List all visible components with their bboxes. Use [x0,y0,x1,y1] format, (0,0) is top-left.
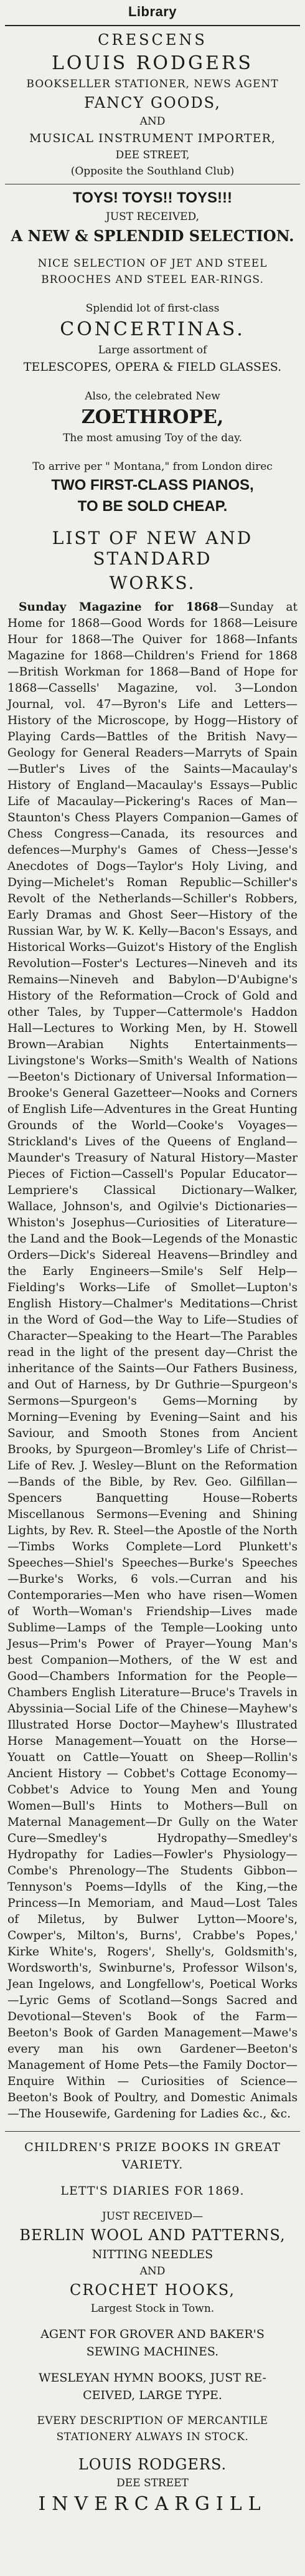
trade-line: BOOKSELLER STATIONER, NEWS AGENT [26,78,279,90]
hooks-heading: CROCHET HOOKS, [70,2281,235,2299]
needles-heading: NITTING NEEDLES [92,2248,214,2261]
diaries-heading: LETT'S DIARIES FOR 1869. [60,2184,245,2198]
pianos-block [0,460,305,515]
works-list-body: —Sunday at Home for 1868—Good Words for 1868—Leisure Hour for 1868—The Quiver for 1868—Infants Magazine for 1868—Children's Friend for 1868—British Workman for 1868—Band of Hope for 1868—Cassells' Magazine, vol. 3—London Journal, vol. 47—Byron's Life and Letters—History of the Microscope, by Hogg—History of Playing Cards—Battles of the British Navy—Geology for General Readers—Marryts of Spain—Butler's Lives of the Saints—Macaulay's History of England—Macaulay's Essays—Public Life of Macaulay—Pickering's Races of Man—Staunton's Chess Players Companion—Games of Chess Congress—Canada, its resources and defences—Murphy's Games of Chess—Jesse's Anecdotes of Dogs—Taylor's Holy Living, and Dying—Michelet's Roman Republic—Schiller's Revolt of the Netherlands—Schiller's Robbers, Early Dramas and Ghost Seer—History of the Russian War, by W. K. Kelly—Bacon's Essays, and Historical Works—Guizot's History of the English Revolution—Foster's Lectures—Nineveh and its Remains—Nineveh and Babylon—D'Aubigne's History of the Reformation—Crock of Gold and other Tales, by Tupper—Cattermole's Haddon Hall—Lectures to Working Men, by H. Stowell Brown—Arabian Nights Entertainments—Livingstone's Works—Smith's Wealth of Nations—Beeton's Dictionary of Universal Information—Brooke's General Gazetteer—Nooks and Corners of English Life—Adventures in the Great Hunting Grounds of the World—Cooke's Voyages—Strickland's Lives of the Queens of England—Maunder's Treasury of Natural History—Master Pieces of Fiction—Cassell's Popular Educator—Lempriere's Classical Dictionary—Walker, Wallace, Johnson's, and Ogilvie's Dictionaries—Whiston's Josephus—Curiosities of Literature—the Land and the Book—Legends of the Monastic Orders—Dick's Sidereal Heavens—Brindley and the Early Engineers—Smile's Self Help—Fielding's Works—Life of Smollet—Lupton's English History—Chalmer's Meditations—Christ in the Word of God—the Way to Life—Studies of Character—Speaking to the Heart—The Parables read in the light of the present day—Christ the inheritance of the Saints—Our Fathers Business, and Out of Harness, by Dr Guthrie—Spurgeon's Sermons—Spurgeon's Gems—Morning by Morning—Evening by Evening—Saint and his Saviour, and Smooth Stones from Ancient Brooks, by Spurgeon—Bromley's Life of Christ—Life of Rev. J. Wesley—Blunt on the Reformation—Bands of the Bible, by Rev. Geo. Gilfillan—Spencers Banquetting House—Roberts Miscellanous Sermons—Evening and Shining Lights, by Rev. R. Steel—the Apostle of the North—Timbs Works Complete—Lord Plunkett's Speeches—Shiel's Speeches—Burke's Speeches—Burke's Works, 6 vols.—Curran and his Contemporaries—Men who have risen—Women of Worth—Woman's Friendship—Lives made Sublime—Lamps of the Temple—Looking unto Jesus—Prim's Power of Prayer—Young Man's best Companion—Mothers, of the W est and Good—Chambers Information for the People—Chambers English Literature—Bruce's Travels in Abyssinia—Social Life of the Chinese—Mayhew's Illustrated Horse Doctor—Mayhew's Illustrated Horse Management—Youatt on the Horse—Youatt on Cattle—Youatt on Sheep—Rollin's Ancient History — Cobbet's Cottage Economy—Cobbet's Advice to Young Men and Young Women—Bull's Hints to Mothers—Bull on Maternal Management—Dr Gully on the Water Cure—Smedley's Hydropathy—Smedley's Hydropathy for Ladies—Fowler's Physiology—Combe's Phrenology—The Students Gibbon—Tennyson's Poems—Idylls of the King,—the Princess—In Memoriam, and Maud—Lost Tales of Miletus, by Bulwer Lytton—Moore's, Cowper's, Milton's, Burns', Crabbe's Popes,' Kirke White's, Rogers', Shelly's, Goldsmith's, Wordsworth's, Swinburne's, Professor Wilson's, Jean Ingelows, and Longfellow's, Poetical Works—Lyric Gems of Scotland—Songs Sacred and Devotional—Steven's Book of the Farm—Beeton's Book of Garden Management—Mawe's every man his own Gardener—Beeton's Management of Home Pets—the Family Doctor—Enquire Within — Curiosities of Science—Beeton's Book of Poultry, and Domestic Animals—The Housewife, Gardening for Ladies &c., &c. [7,601,298,2120]
jet-block [0,257,305,286]
grover-line-1: AGENT FOR GROVER AND BAKER'S [40,2327,265,2341]
importer-heading: MUSICAL INSTRUMENT IMPORTER, [29,131,276,145]
diaries-block [0,2184,305,2198]
prize-block [0,2140,305,2172]
stock-line: Largest Stock in Town. [90,2302,215,2315]
works-block [0,528,305,593]
zoethrope-intro: Also, the celebrated New [85,390,220,403]
berlin-heading: BERLIN WOOL AND PATTERNS, [19,2226,286,2244]
telescopes-heading: TELESCOPES, OPERA & FIELD GLASSES. [23,360,282,374]
just-received-line: JUST RECEIVED, [106,211,199,223]
stationery-line-2: STATIONERY ALWAYS IN STOCK. [56,2431,249,2443]
berlin-and: AND [139,2265,166,2278]
jet-line-1: NICE SELECTION OF JET AND STEEL [37,257,268,270]
pianos-subheading: TO BE SOLD CHEAP. [77,498,228,515]
footer-town: INVERCARGILL [38,2493,267,2515]
prize-line-1: CHILDREN'S PRIZE BOOKS IN GREAT [24,2140,281,2154]
concertinas-intro: Splendid lot of first-class [85,302,220,315]
wesleyan-block [0,2371,305,2402]
zoethrope-block [0,390,305,444]
zoethrope-tagline: The most amusing Toy of the day. [63,432,242,444]
crescens-heading: CRESCENS [98,31,207,49]
works-list-lead: Sunday Magazine for 1868 [19,601,218,614]
jet-line-2: BROOCHES AND STEEL EAR-RINGS. [41,274,264,286]
works-list-paragraph [7,599,298,2122]
assortment-line: Large assortment of [98,344,207,356]
and-line: AND [139,115,166,128]
street-line: DEE STREET, [115,149,190,161]
header-block [0,26,305,178]
section-label: Library [128,4,177,19]
concertinas-block [0,302,305,374]
works-title-2: WORKS. [109,573,196,593]
footer-street: DEE STREET [116,2477,189,2489]
footer-name: LOUIS RODGERS. [78,2456,227,2473]
berlin-block [0,2210,305,2315]
section-header [0,0,305,25]
proprietor-name: LOUIS RODGERS [52,52,253,74]
grover-block [0,2327,305,2359]
pianos-intro: To arrive per " Montana," from London direc [32,460,273,473]
prize-line-2: VARIETY. [121,2158,184,2172]
grover-line-2: SEWING MACHINES. [86,2345,219,2359]
footer-block [0,2456,305,2515]
stationery-block [0,2415,305,2443]
toys-block [0,184,305,245]
wesleyan-line-1: WESLEYAN HYMN BOOKS, JUST RE- [39,2371,266,2385]
opposite-line: (Opposite the Southland Club) [70,165,235,178]
works-title-1: LIST OF NEW AND STANDARD [52,528,253,569]
pianos-heading: TWO FIRST-CLASS PIANOS, [51,477,254,494]
new-selection-heading: A NEW & SPLENDID SELECTION. [11,227,294,245]
fancy-goods-heading: FANCY GOODS, [84,94,221,112]
wesleyan-line-2: CEIVED, LARGE TYPE. [83,2388,222,2402]
berlin-intro: JUST RECEIVED— [101,2210,204,2223]
stationery-line-1: EVERY DESCRIPTION OF MERCANTILE [37,2415,268,2427]
zoethrope-heading: ZOETHROPE, [81,406,224,428]
concertinas-heading: CONCERTINAS. [60,318,245,340]
toys-heading: TOYS! TOYS!! TOYS!!! [72,189,233,206]
